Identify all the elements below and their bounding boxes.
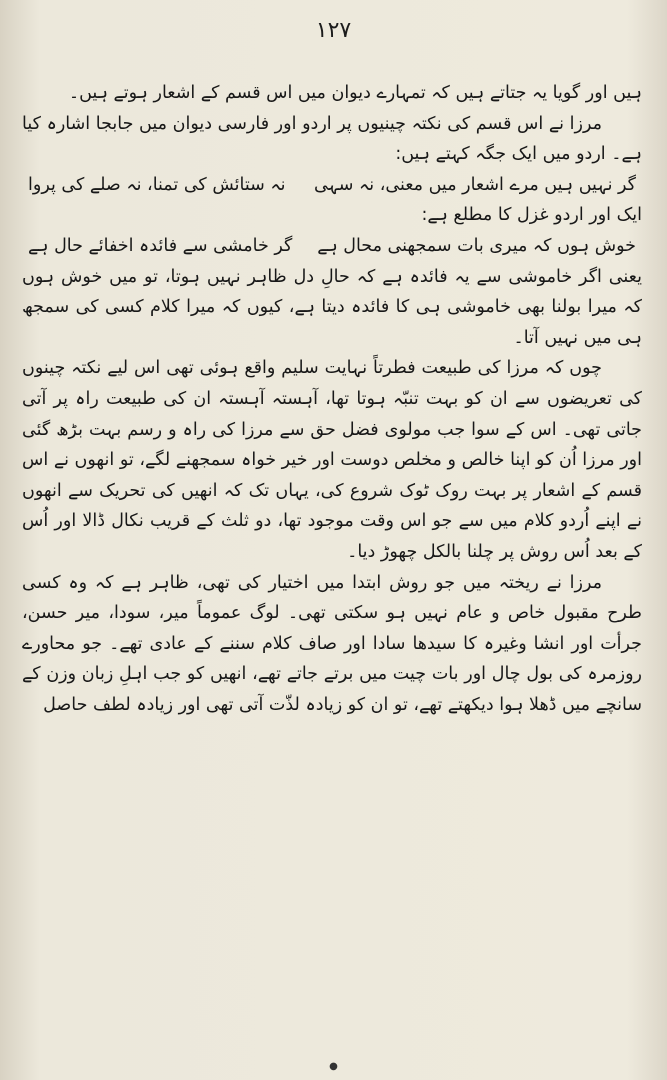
verse-line: گر خامشی سے فائدہ اخفائے حال ہے: [28, 235, 293, 256]
paragraph: مرزا نے اس قسم کی نکتہ چینیوں پر اردو اور فارسی دیوان میں جابجا اشارہ کیا ہے۔ اردو میں ایک جگہ کہتے ہیں:: [22, 113, 642, 165]
paragraph: یعنی اگر خاموشی سے یہ فائدہ ہے کہ حالِ دل ظاہر نہیں ہوتا، تو میں خوش ہوں کہ میرا بولنا بھی خاموشی ہی کا فائدہ دیتا ہے، کیوں کہ میرا کلام کسی کی سمجھ ہی میں نہیں آتا۔: [22, 266, 642, 348]
verse-couplet: [22, 170, 642, 201]
page-body: [22, 78, 642, 720]
paragraph: ہیں اور گویا یہ جتاتے ہیں کہ تمہارے دیوان میں اس قسم کے اشعار ہوتے ہیں۔: [68, 83, 642, 103]
paragraph: چوں کہ مرزا کی طبیعت فطرتاً نہایت سلیم واقع ہوئی تھی اس لیے نکتہ چینوں کی تعریضوں سے ان کو بہت تنبّہ ہوتا تھا، آہستہ آہستہ ان کی طبیعت راہ پر آتی جاتی تھی۔ اس کے سوا جب مولوی فضل حق سے مرزا کی راہ و رسم بہت بڑھ گئی اور مرزا اُن کو اپنا خالص و مخلص دوست اور خیر خواہ سمجھنے لگے، تو انھوں نے اس قسم کے اشعار پر بہت روک ٹوک شروع کی، یہاں تک کہ انھیں کی تحریک سے انھوں نے اپنے اُردو کلام میں سے جو اس وقت موجود تھا، دو ثلث کے قریب نکال ڈالا اور اُس کے بعد اُس روش پر چلنا بالکل چھوڑ دیا۔: [22, 358, 642, 562]
page-number: ۱۲۷: [315, 18, 352, 43]
verse-line: گر نہیں ہیں مرے اشعار میں معنی، نہ سہی: [313, 174, 636, 195]
page-dot: ●: [329, 1061, 338, 1072]
verse-couplet: [22, 231, 642, 262]
verse-line: نہ ستائش کی تمنا، نہ صلے کی پروا: [28, 174, 286, 195]
verse-line: خوش ہوں کہ میری بات سمجھنی محال ہے: [317, 235, 636, 256]
paragraph: ایک اور اردو غزل کا مطلع ہے:: [421, 205, 642, 226]
paragraph: مرزا نے ریختہ میں جو روش ابتدا میں اختیار کی تھی، ظاہر ہے کہ وہ کسی طرح مقبول خاص و عام نہیں ہو سکتی تھی۔ لوگ عموماً میر، سودا، میر حسن، جرأت اور انشا وغیرہ کا سیدھا سادا اور صاف کلام سننے کے عادی تھے۔ جو محاورے روزمرہ کی بول چال اور بات چیت میں برتے جاتے تھے، انھیں کو جب اہلِ زبان وزن کے سانچے میں ڈھلا ہوا دیکھتے تھے، تو ان کو زیادہ لذّت آتی تھی اور زیادہ لطف حاصل: [22, 572, 642, 715]
